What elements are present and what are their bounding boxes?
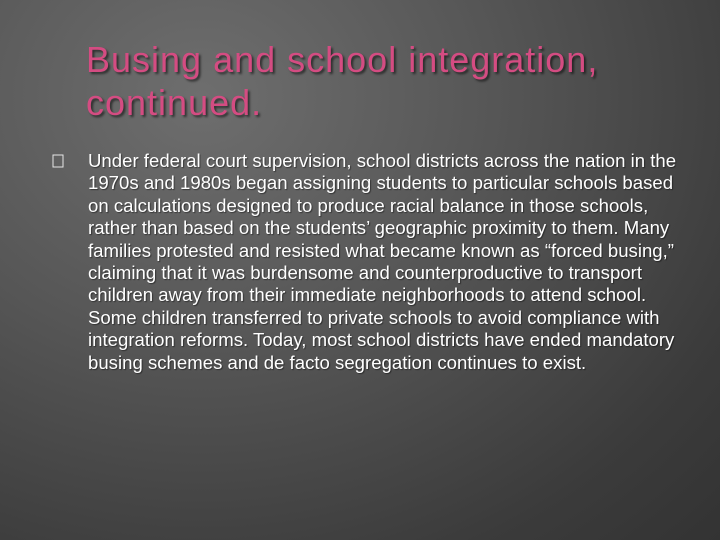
bullet-item — [52, 150, 692, 374]
bullet-text: Under federal court supervision, school districts across the nation in the 1970s and 1980s began assigning students to particular schools based on calculations designed to produce racial balance in those schools, rather than based on the students’ geographic proximity to them. Many families protested and resisted what became known as “forced busing,” claiming that it was burdensome and counterproductive to transport children away from their immediate neighborhoods to attend school. Some children transferred to private schools to avoid compliance with integration reforms. Today, most school districts have ended mandatory busing schemes and de facto segregation continues to exist. — [88, 150, 677, 373]
slide-title: Busing and school integration, continued. — [86, 39, 599, 123]
slide-content — [52, 150, 692, 374]
missing-glyph-box-icon — [52, 154, 66, 168]
